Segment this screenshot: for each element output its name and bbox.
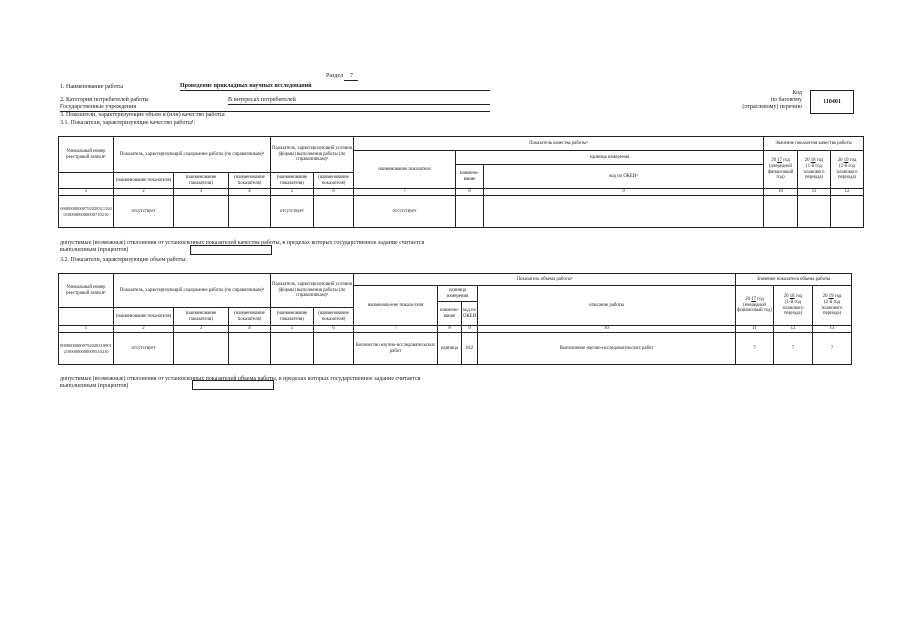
- v-h-name-ind-4: (наименование показателя): [271, 308, 314, 326]
- v-h-conditions: Показатель, характеризующий условия (формы) выполнения работы (по справочникам)²: [271, 274, 354, 308]
- v-y2-year: 18: [789, 294, 795, 300]
- v-h-content: Показатель, характеризующий содержание работы (по справочникам)²: [114, 274, 271, 308]
- q-num: 2: [114, 189, 174, 196]
- v-number-row: [59, 326, 852, 333]
- v-row-value-1: 7: [736, 333, 774, 365]
- v-row-empty: [174, 333, 229, 365]
- consumers-label: 2. Категории потребителей работы: [60, 97, 149, 103]
- volume-deviation-input[interactable]: [192, 380, 274, 390]
- consumers-value: В интересах потребителей: [228, 97, 490, 105]
- q-h-content: Показатель, характеризующий содержание работы (по справочникам)²: [114, 137, 271, 173]
- q-y1-year: 17: [777, 158, 783, 164]
- q-h-unique: Уникальный номер реестровой записи²: [59, 137, 114, 173]
- q-h-year3: [831, 151, 864, 189]
- v-y2-desc: (1-й год планового периода): [782, 299, 804, 317]
- q-y2-year: 18: [810, 158, 816, 164]
- q-y3-desc: (2-й год планового периода): [836, 163, 858, 181]
- v-y3-suffix: год: [834, 294, 842, 300]
- q-row-empty: [456, 196, 484, 228]
- section-title: [326, 73, 358, 81]
- q-row-conditions: отсутствует: [271, 196, 314, 228]
- q-y3-suffix: год: [849, 158, 857, 164]
- v-h-values: Значение показателя объема работы: [736, 274, 852, 286]
- v-h-unit-name: наимено-вание: [438, 302, 462, 326]
- v-row-okei: 642: [462, 333, 478, 365]
- v-row-code: 0000000000079202831090121000000000000510210: [59, 333, 114, 365]
- q-num: 10: [764, 189, 798, 196]
- q-row-empty: [764, 196, 798, 228]
- v-num: 7: [354, 326, 438, 333]
- quality-deviation-input[interactable]: [190, 245, 272, 255]
- q-number-row: [59, 189, 864, 196]
- v-row-value-3: 7: [813, 333, 852, 365]
- q-h-values: Значение показателя качества работы: [764, 137, 864, 151]
- q-y1-prefix: 20: [771, 158, 777, 164]
- q-num: 6: [314, 189, 354, 196]
- code-label-line1: Код: [792, 90, 802, 96]
- q-h-quality: Показатель качества работы²: [354, 137, 764, 151]
- volume-section-label: 3.2. Показатели, характеризующие объем работы:: [60, 257, 187, 263]
- work-name-label: 1. Наименование работы: [60, 84, 124, 90]
- v-h-year1: [736, 286, 774, 326]
- volume-table: [58, 273, 852, 365]
- q-y2-suffix: год: [816, 158, 824, 164]
- v-num: 2: [114, 326, 174, 333]
- q-h-name-ind-5: (наименование показателя): [314, 173, 354, 189]
- v-row-unit: единица: [438, 333, 462, 365]
- v-num: 3: [174, 326, 229, 333]
- q-y2-desc: (1-й год планового периода): [803, 163, 825, 181]
- q-y3-year: 19: [843, 158, 849, 164]
- q-row-code: 0000000000079202831110401000000000000710210: [59, 196, 114, 228]
- q-h-okei: код по ОКЕИ³: [484, 165, 764, 189]
- v-row-desc: Выполнение научно-исследовательских работ: [478, 333, 736, 365]
- v-h-year2: [774, 286, 813, 326]
- v-h-blank: [59, 308, 114, 326]
- v-row-value-2: 7: [774, 333, 813, 365]
- q-num: 12: [831, 189, 864, 196]
- q-h-name-ind-1: (наименование показателя): [114, 173, 174, 189]
- q-num: 7: [354, 189, 456, 196]
- v-num: 12: [774, 326, 813, 333]
- q-y2-prefix: 20: [804, 158, 810, 164]
- q-h-conditions: Показатель, характеризующий условия (формы) выполнения работы (по справочникам)²: [271, 137, 354, 173]
- q-num: 9: [484, 189, 764, 196]
- code-label-line2: по базовому: [770, 97, 802, 103]
- work-name-value: Проведение прикладных научных исследований: [180, 83, 490, 91]
- v-h-indicator-name: наименова-ние показа-теля: [354, 286, 438, 326]
- v-y1-prefix: 20: [745, 297, 751, 303]
- q-y3-prefix: 20: [837, 158, 843, 164]
- v-h-name-ind-5: (наименование показателя): [314, 308, 354, 326]
- volume-deviation-line2: выполненным (процентов): [60, 383, 129, 389]
- v-h-unit: единица измерения: [438, 286, 478, 302]
- v-num: 8: [438, 326, 462, 333]
- v-y1-year: 17: [751, 297, 757, 303]
- consumers-value-2: Государственные учреждения: [60, 104, 490, 112]
- v-y3-desc: (2-й год планового периода): [821, 299, 843, 317]
- v-y2-prefix: 20: [783, 294, 789, 300]
- q-num: 8: [456, 189, 484, 196]
- v-num: 11: [736, 326, 774, 333]
- v-y1-desc: (очередной финансовый год): [737, 302, 772, 314]
- q-data-row: [59, 196, 864, 228]
- v-num: 9: [462, 326, 478, 333]
- q-h-unit-name: наимено-вание: [456, 165, 484, 189]
- v-row-indicator: Количество научно-исследовательских работ: [354, 333, 438, 365]
- code-label: [740, 90, 802, 111]
- q-h-name-ind-2: (наименование показателя): [174, 173, 229, 189]
- q-row-empty: [229, 196, 271, 228]
- q-y1-desc: (очередной финансовый год): [767, 163, 794, 181]
- v-num: 10: [478, 326, 736, 333]
- v-num: 13: [813, 326, 852, 333]
- q-h-name-ind-3: (наименование показателя): [229, 173, 271, 189]
- q-row-empty: [831, 196, 864, 228]
- q-num: 3: [174, 189, 229, 196]
- q-y1-suffix: год: [783, 158, 790, 164]
- v-num: 4: [229, 326, 271, 333]
- q-num: 1: [59, 189, 114, 196]
- q-row-empty: [484, 196, 764, 228]
- q-row-empty: [174, 196, 229, 228]
- volume-deviation-line1: допустимые (возможные) отклонения от установленных показателей объема работы, в пределах которых государственное задание считается: [60, 376, 421, 382]
- basic-list-code-box: 110401: [810, 90, 854, 114]
- v-row-empty: [229, 333, 271, 365]
- q-row-indicator: отсутствует: [354, 196, 456, 228]
- v-num: 1: [59, 326, 114, 333]
- indicators-label: 3. Показатели, характеризующие объем и (или) качество работы:: [60, 112, 226, 118]
- section-label: Раздел: [326, 73, 343, 79]
- q-row-content: отсутствует: [114, 196, 174, 228]
- v-row-empty: [271, 333, 314, 365]
- q-num: 11: [798, 189, 831, 196]
- v-y3-year: 19: [828, 294, 834, 300]
- q-h-indicator-name: наименование показателя: [354, 151, 456, 189]
- q-row-empty: [314, 196, 354, 228]
- v-num: 6: [314, 326, 354, 333]
- v-h-volume: Показатель объема работы²: [354, 274, 736, 286]
- quality-deviation-line1: допустимые (возможные) отклонения от установленных показателей качества работы, в пределах которых государственное задание считается: [60, 240, 425, 246]
- q-num: 4: [229, 189, 271, 196]
- v-h-okei: код по ОКЕИ: [462, 302, 478, 326]
- quality-table: [58, 136, 864, 228]
- v-y1-suffix: год: [757, 297, 764, 303]
- quality-deviation-line2: выполненным (процентов): [60, 247, 129, 253]
- quality-section-label: 3.1. Показатели, характеризующие качество работы¹:: [60, 120, 196, 126]
- q-num: 5: [271, 189, 314, 196]
- v-num: 5: [271, 326, 314, 333]
- v-h-desc: описание работы: [478, 286, 736, 326]
- q-h-unit: единица измерения: [456, 151, 764, 165]
- q-h-year2: [798, 151, 831, 189]
- q-h-year1: [764, 151, 798, 189]
- section-number: 7: [344, 73, 358, 81]
- v-y2-suffix: год: [795, 294, 803, 300]
- code-label-line3: (отраслевому) перечню: [742, 104, 802, 110]
- q-h-blank: [59, 173, 114, 189]
- v-row-empty: [314, 333, 354, 365]
- v-h-name-ind-3: (наименование показателя): [229, 308, 271, 326]
- v-y3-prefix: 20: [822, 294, 828, 300]
- v-row-content: отсутствует: [114, 333, 174, 365]
- v-h-name-ind-1: (наименование показателя): [114, 308, 174, 326]
- v-h-unique: Уникальный номер реестровой записи²: [59, 274, 114, 308]
- q-h-name-ind-4: (наименование показателя): [271, 173, 314, 189]
- v-data-row: [59, 333, 852, 365]
- q-row-empty: [798, 196, 831, 228]
- v-h-year3: [813, 286, 852, 326]
- v-h-name-ind-2: (наименование показателя): [174, 308, 229, 326]
